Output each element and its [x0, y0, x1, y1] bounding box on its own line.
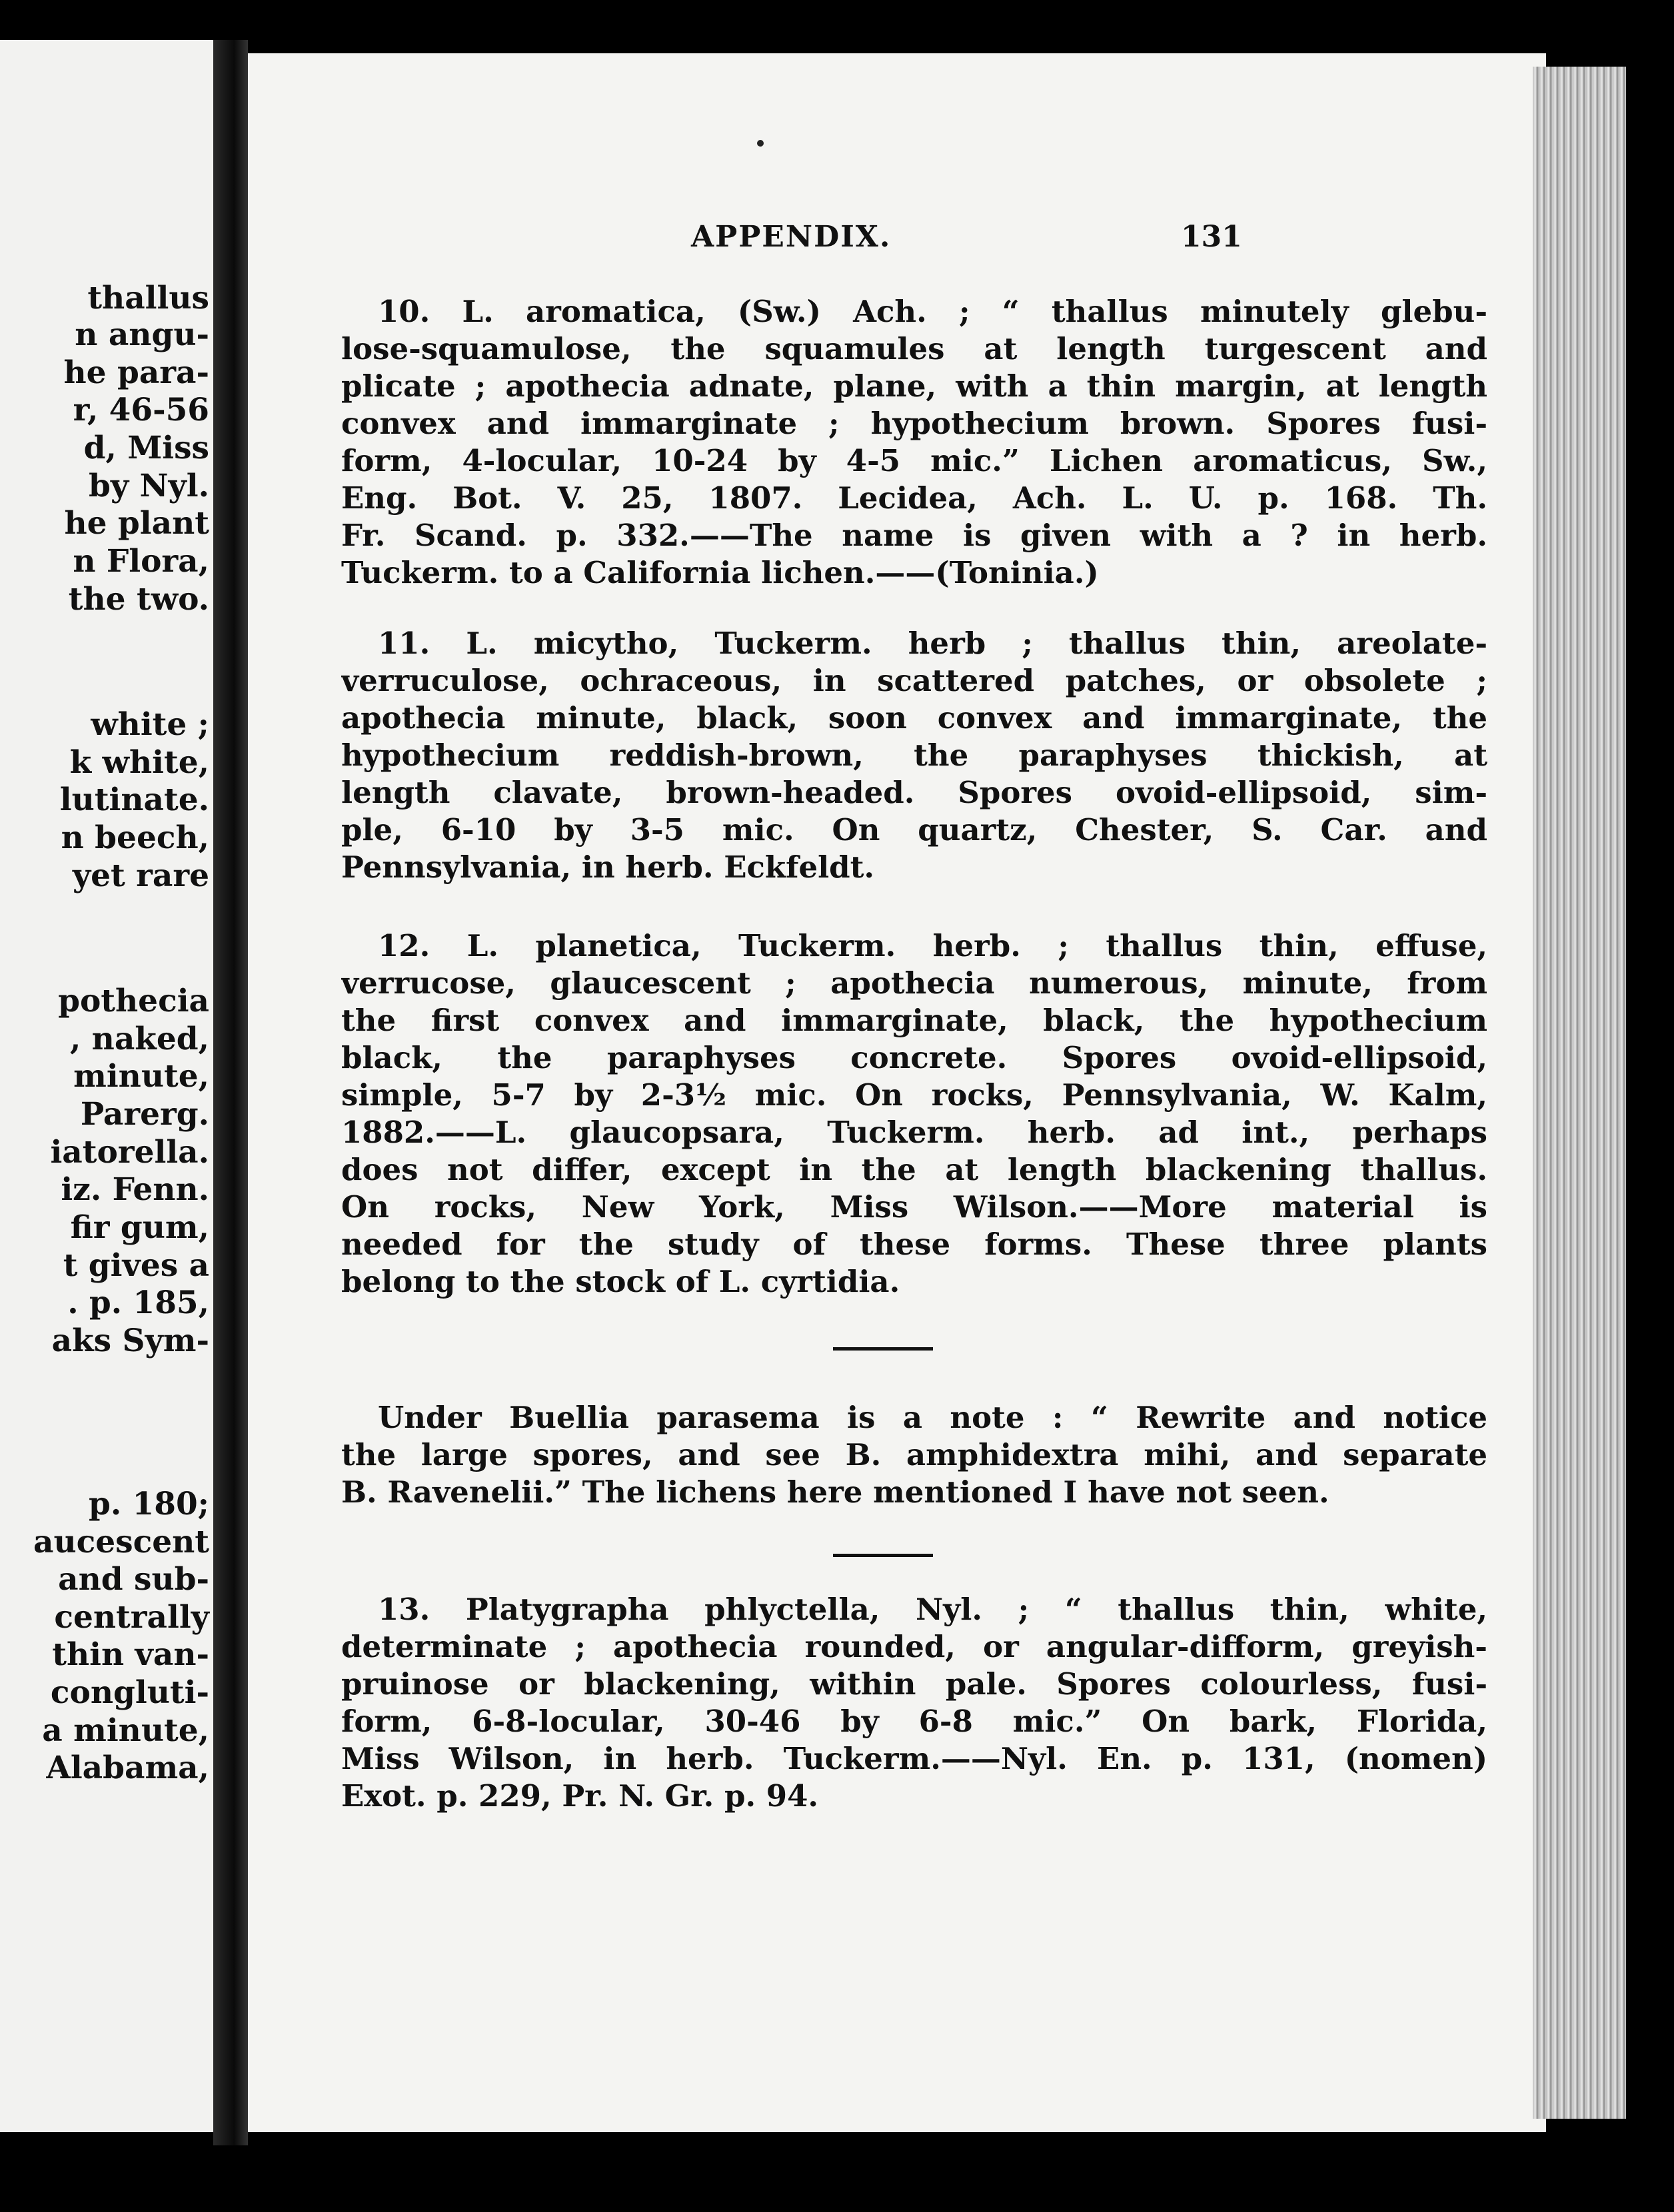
left-page-line: congluti- — [50, 1674, 209, 1711]
text-line: plicate ; apothecia adnate, plane, with a thin margin, at length — [341, 368, 1487, 404]
section-divider — [833, 1347, 933, 1351]
left-page-line: , naked, — [69, 1021, 209, 1057]
left-page-line: t gives a — [63, 1247, 209, 1284]
text-line: Eng. Bot. V. 25, 1807. Lecidea, Ach. L. U. p. 168. Th. — [341, 480, 1487, 516]
main-page — [248, 53, 1546, 2132]
text-line: the large spores, and see B. amphidextra mihi, and separate — [341, 1437, 1487, 1472]
left-page-line: aks Sym- — [51, 1323, 209, 1359]
text-line: 11. L. micytho, Tuckerm. herb ; thallus thin, areolate- — [378, 626, 1487, 661]
text-line: verrucose, glaucescent ; apothecia numerous, minute, from — [341, 965, 1487, 1001]
left-page-line: centrally — [54, 1599, 209, 1636]
text-line: 10. L. aromatica, (Sw.) Ach. ; “ thallus minutely glebu- — [378, 294, 1487, 329]
entry-11 — [341, 625, 1487, 886]
left-page-line: aucescent — [33, 1524, 209, 1560]
left-page-line: white ; — [91, 706, 209, 743]
text-line: pruinose or blackening, within pale. Spores colourless, fusi- — [341, 1666, 1487, 1702]
note-paragraph — [341, 1399, 1487, 1511]
entry-10 — [341, 293, 1487, 592]
text-line: Exot. p. 229, Pr. N. Gr. p. 94. — [341, 1778, 819, 1814]
text-line: needed for the study of these forms. These three plants — [341, 1227, 1487, 1262]
text-line: 12. L. planetica, Tuckerm. herb. ; thallus thin, effuse, — [378, 928, 1487, 963]
left-page-line: minute, — [73, 1058, 209, 1095]
left-page-line: n angu- — [75, 316, 209, 353]
text-line: belong to the stock of L. cyrtidia. — [341, 1264, 900, 1299]
text-line: black, the paraphyses concrete. Spores ovoid-ellipsoid, — [341, 1040, 1487, 1075]
page-number: 131 — [1181, 220, 1242, 254]
text-line: hypothecium reddish-brown, the paraphyses thickish, at — [341, 738, 1487, 773]
book-gutter — [213, 40, 248, 2145]
left-page-line: p. 180; — [88, 1486, 209, 1522]
left-page-line: he plant — [64, 505, 209, 542]
left-page-line: fir gum, — [70, 1209, 209, 1246]
text-line: does not differ, except in the at length blackening thallus. — [341, 1152, 1487, 1187]
ink-speck — [757, 140, 764, 147]
left-page-line: Alabama, — [46, 1750, 209, 1786]
text-line: Tuckerm. to a California lichen.——(Toninia.) — [341, 555, 1099, 590]
left-page-line: iatorella. — [50, 1134, 209, 1171]
left-page-line: a minute, — [42, 1712, 209, 1749]
entry-12 — [341, 927, 1487, 1301]
text-line: 1882.——L. glaucopsara, Tuckerm. herb. ad int., perhaps — [341, 1115, 1487, 1150]
left-page-line: n beech, — [61, 820, 209, 856]
text-line: determinate ; apothecia rounded, or angular-difform, greyish- — [341, 1629, 1487, 1664]
left-page-line: yet rare — [72, 857, 209, 894]
left-page-line: d, Miss — [83, 430, 209, 466]
left-page-line: iz. Fenn. — [61, 1171, 209, 1208]
section-divider — [833, 1554, 933, 1557]
text-line: lose-squamulose, the squamules at length turgescent and — [341, 331, 1487, 366]
left-page-line: . p. 185, — [67, 1285, 209, 1321]
left-page-line: he para- — [63, 354, 209, 391]
text-line: apothecia minute, black, soon convex and immarginate, the — [341, 700, 1487, 736]
text-line: Miss Wilson, in herb. Tuckerm.——Nyl. En. p. 131, (nomen) — [341, 1741, 1487, 1776]
text-line: Under Buellia parasema is a note : “ Rewrite and notice — [378, 1400, 1487, 1435]
page-fore-edge — [1533, 67, 1626, 2119]
text-line: simple, 5-7 by 2-3½ mic. On rocks, Pennsylvania, W. Kalm, — [341, 1077, 1487, 1113]
left-page-line: r, 46-56 — [73, 392, 209, 428]
left-page-line: thallus — [87, 280, 209, 316]
left-page-line: thin van- — [52, 1636, 209, 1673]
text-line: Fr. Scand. p. 332.——The name is given with a ? in herb. — [341, 518, 1487, 553]
text-line: form, 4-locular, 10-24 by 4-5 mic.” Lichen aromaticus, Sw., — [341, 443, 1487, 478]
left-page-line: by Nyl. — [88, 468, 209, 504]
text-line: length clavate, brown-headed. Spores ovoid-ellipsoid, sim- — [341, 775, 1487, 810]
left-facing-page — [0, 40, 213, 2132]
text-line: 13. Platygrapha phlyctella, Nyl. ; “ thallus thin, white, — [378, 1592, 1487, 1627]
left-page-line: k white, — [69, 744, 209, 781]
text-line: verruculose, ochraceous, in scattered patches, or obsolete ; — [341, 663, 1487, 698]
text-line: On rocks, New York, Miss Wilson.——More material is — [341, 1189, 1487, 1225]
text-line: ple, 6-10 by 3-5 mic. On quartz, Chester, S. Car. and — [341, 812, 1487, 847]
left-page-line: pothecia — [58, 983, 209, 1019]
text-line: the first convex and immarginate, black, the hypothecium — [341, 1003, 1487, 1038]
entry-13 — [341, 1591, 1487, 1815]
left-page-line: Parerg. — [80, 1096, 209, 1133]
left-page-line: lutinate. — [59, 782, 209, 818]
left-page-line: and sub- — [58, 1561, 209, 1598]
text-line: convex and immarginate ; hypothecium brown. Spores fusi- — [341, 406, 1487, 441]
running-head — [248, 220, 1546, 267]
left-page-line: n Flora, — [73, 543, 209, 580]
page-title: APPENDIX. — [691, 220, 892, 254]
text-line: B. Ravenelii.” The lichens here mentioned I have not seen. — [341, 1474, 1329, 1510]
text-line: Pennsylvania, in herb. Eckfeldt. — [341, 849, 875, 885]
left-page-line: the two. — [68, 581, 209, 618]
text-line: form, 6-8-locular, 30-46 by 6-8 mic.” On bark, Florida, — [341, 1704, 1487, 1739]
